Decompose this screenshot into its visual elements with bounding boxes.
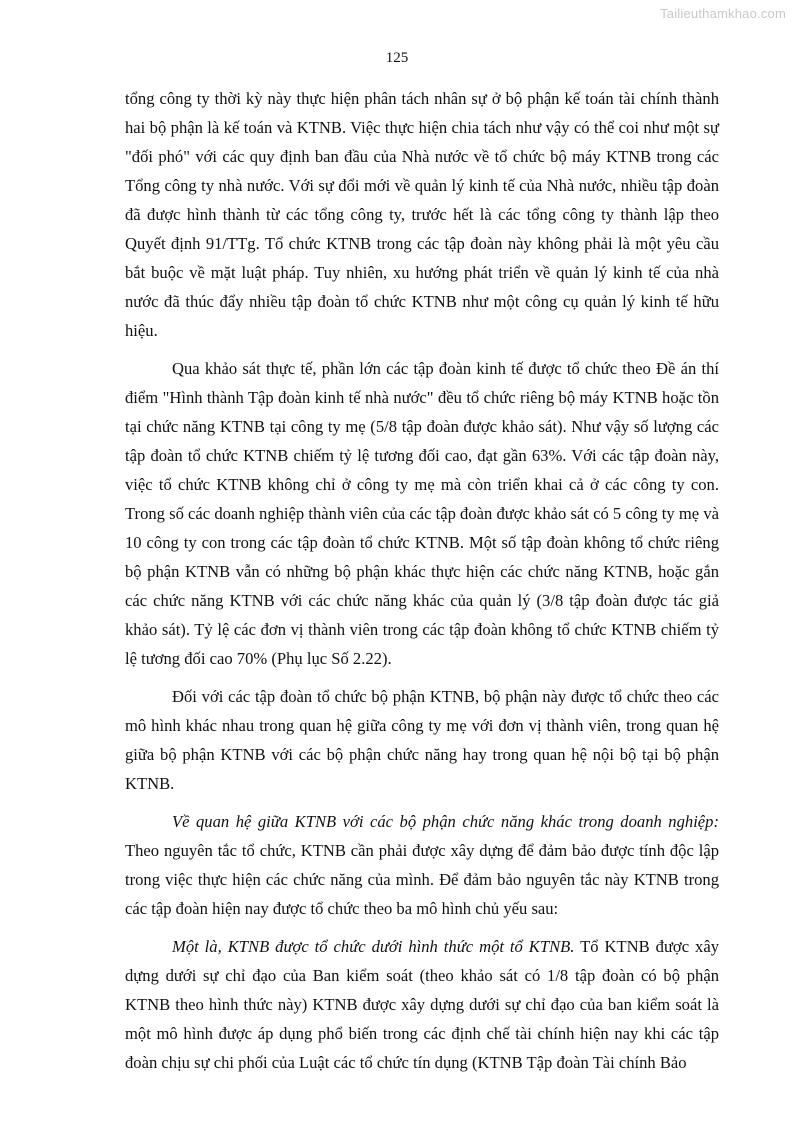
paragraph-3: Đối với các tập đoàn tổ chức bộ phận KTNB, bộ phận này được tổ chức theo các mô hình khác nhau trong quan hệ giữa công ty mẹ với đơn vị thành viên, trong quan hệ giữa bộ phận KTNB với các bộ phận chức năng hay trong quan hệ nội bộ tại bộ phận KTNB.	[125, 687, 719, 793]
paragraph-5-lead: Một là, KTNB được tổ chức dưới hình thức một tổ KTNB.	[172, 937, 575, 956]
paragraph-4-body: Theo nguyên tắc tổ chức, KTNB cần phải được xây dựng để đảm bảo được tính độc lập trong việc thực hiện các chức năng của mình. Để đảm bảo nguyên tắc này KTNB trong các tập đoàn hiện nay được tổ chức theo ba mô hình chủ yếu sau:	[125, 841, 719, 918]
paragraph-4	[125, 807, 719, 923]
paragraph-2: Qua khảo sát thực tế, phần lớn các tập đoàn kinh tế được tổ chức theo Đề án thí điểm "Hình thành Tập đoàn kinh tế nhà nước" đều tổ chức riêng bộ máy KTNB hoặc tồn tại chức năng KTNB tại công ty mẹ (5/8 tập đoàn được khảo sát). Như vậy số lượng các tập đoàn tổ chức KTNB chiếm tỷ lệ tương đối cao, đạt gần 63%. Với các tập đoàn này, việc tổ chức KTNB không chỉ ở công ty mẹ mà còn triển khai cả ở các công ty con. Trong số các doanh nghiệp thành viên của các tập đoàn được khảo sát có 5 công ty mẹ và 10 công ty con trong các tập đoàn tổ chức KTNB. Một số tập đoàn không tổ chức riêng bộ phận KTNB vẫn có những bộ phận khác thực hiện các chức năng KTNB, hoặc gắn các chức năng KTNB với các chức năng khác của quản lý (3/8 tập đoàn được tác giả khảo sát). Tỷ lệ các đơn vị thành viên trong các tập đoàn không tổ chức KTNB chiếm tỷ lệ tương đối cao 70% (Phụ lục Số 2.22).	[125, 359, 719, 668]
page-number: 125	[385, 50, 409, 66]
paragraph-4-lead: Về quan hệ giữa KTNB với các bộ phận chức năng khác trong doanh nghiệp:	[172, 812, 719, 831]
paragraph-5	[125, 932, 719, 1077]
paragraph-1: tổng công ty thời kỳ này thực hiện phân tách nhân sự ở bộ phận kế toán tài chính thành hai bộ phận là kế toán và KTNB. Việc thực hiện chia tách như vậy có thể coi như một sự "đối phó" với các quy định ban đầu của Nhà nước về tổ chức bộ máy KTNB trong các Tổng công ty nhà nước. Với sự đổi mới về quản lý kinh tế của Nhà nước, nhiều tập đoàn đã được hình thành từ các tổng công ty, trước hết là các tổng công ty thành lập theo Quyết định 91/TTg. Tổ chức KTNB trong các tập đoàn này không phải là một yêu cầu bắt buộc về mặt luật pháp. Tuy nhiên, xu hướng phát triển về quản lý kinh tế của nhà nước đã thúc đẩy nhiều tập đoàn tổ chức KTNB như một công cụ quản lý kinh tế hữu hiệu.	[125, 89, 719, 340]
paragraph-5-body: Tổ KTNB được xây dựng dưới sự chỉ đạo của Ban kiểm soát (theo khảo sát có 1/8 tập đoàn có bộ phận KTNB theo hình thức này) KTNB được xây dựng dưới sự chỉ đạo của ban kiểm soát là một mô hình được áp dụng phổ biến trong các định chế tài chính hiện nay khi các tập đoàn chịu sự chi phối của Luật các tổ chức tín dụng (KTNB Tập đoàn Tài chính Bảo	[125, 937, 719, 1072]
watermark: Tailieuthamkhao.com	[660, 6, 786, 21]
document-body	[125, 84, 719, 1086]
